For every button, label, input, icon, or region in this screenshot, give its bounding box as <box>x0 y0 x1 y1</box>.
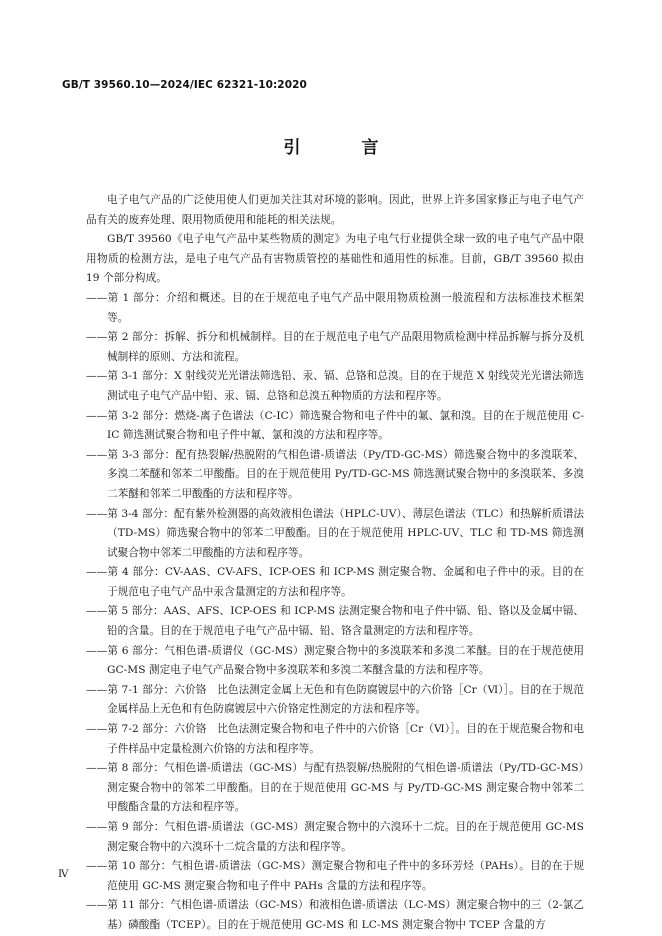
part-item-5: ——第 5 部分：AAS、AFS、ICP-OES 和 ICP-MS 法测定聚合物和电子件中镉、铅、铬以及金属中镉、铅的含量。目的在于规范电子电气产品中镉、铅、铬含量测定的方法和程序等。 <box>86 605 584 638</box>
part-item-2: ——第 2 部分：拆解、拆分和机械制样。目的在于规范电子电气产品限用物质检测中样品拆解与拆分及机械制样的原则、方法和流程。 <box>86 331 584 363</box>
page-number: Ⅳ <box>58 868 69 880</box>
body-text <box>86 191 584 936</box>
part-item-11: ——第 11 部分：气相色谱-质谱法（GC-MS）和液相色谱-质谱法（LC-MS）测定聚合物中的三（2-氯乙基）磷酸酯（TCEP）。目的在于规范使用 GC-MS 和 LC-MS 测定聚合物中 TCEP 含量的方 <box>86 899 584 931</box>
part-item-10: ——第 10 部分：气相色谱-质谱法（GC-MS）测定聚合物和电子件中的多环芳烃（PAHs）。目的在于规范使用 GC-MS 测定聚合物和电子件中 PAHs 含量的方法和程序等。 <box>86 860 584 892</box>
intro-paragraph-2: GB/T 39560《电子电气产品中某些物质的测定》为电子电气行业提供全球一致的电子电气产品中限用物质的检测方法，是电子电气产品有害物质管控的基础性和通用性的标准。目前，GB/T 39560 拟由 19 个部分构成。 <box>86 233 584 285</box>
part-item-3-2: ——第 3-2 部分：燃烧-离子色谱法（C-IC）筛选聚合物和电子件中的氟、氯和溴。目的在于规范使用 C-IC 筛选测试聚合物和电子件中氟、氯和溴的方法和程序等。 <box>86 409 584 442</box>
part-item-4: ——第 4 部分：CV-AAS、CV-AFS、ICP-OES 和 ICP-MS 测定聚合物、金属和电子件中的汞。目的在于规范电子电气产品中汞含量测定的方法和程序等。 <box>86 566 584 598</box>
part-item-3-3: ——第 3-3 部分：配有热裂解/热脱附的气相色谱-质谱法（Py/TD-GC-MS）筛选聚合物中的多溴联苯、多溴二苯醚和邻苯二甲酸酯。目的在于规范使用 Py/TD-GC-MS 筛选测试聚合物中的多溴联苯、多溴二苯醚和邻苯二甲酸酯的方法和程序等。 <box>86 448 584 500</box>
page-title: 引 言 <box>283 138 401 158</box>
part-item-7-2: ——第 7-2 部分：六价铬 比色法测定聚合物和电子件中的六价铬［Cr（Ⅵ）］。目的在于规范聚合物和电子件样品中定量检测六价铬的方法和程序等。 <box>86 723 584 755</box>
part-item-3-1: ——第 3-1 部分：X 射线荧光光谱法筛选铅、汞、镉、总铬和总溴。目的在于规范 X 射线荧光光谱法筛选测试电子电气产品中铅、汞、镉、总铬和总溴五种物质的方法和程序等。 <box>86 370 584 402</box>
part-item-7-1: ——第 7-1 部分：六价铬 比色法测定金属上无色和有色防腐镀层中的六价铬［Cr（Ⅵ）］。目的在于规范金属样品上无色和有色防腐镀层中六价铬定性测定的方法和程序等。 <box>86 683 584 716</box>
standard-number-header: GB/T 39560.10—2024/IEC 62321-10:2020 <box>62 79 307 91</box>
part-item-8: ——第 8 部分：气相色谱-质谱法（GC-MS）与配有热裂解/热脱附的气相色谱-质谱法（Py/TD-GC-MS）测定聚合物中的邻苯二甲酸酯。目的在于规范使用 GC-MS 与 Py/TD-GC-MS 测定聚合物中邻苯二甲酸酯含量的方法和程序等。 <box>86 762 584 814</box>
intro-paragraph-1: 电子电气产品的广泛使用使人们更加关注其对环境的影响。因此，世界上许多国家修正与电子电气产品有关的废弃处理、限用物质使用和能耗的相关法规。 <box>86 194 584 226</box>
part-item-6: ——第 6 部分：气相色谱-质谱仪（GC-MS）测定聚合物中的多溴联苯和多溴二苯醚。目的在于规范使用 GC-MS 测定电子电气产品聚合物中多溴联苯和多溴二苯醚含量的方法和程序等。 <box>86 644 584 677</box>
part-item-9: ——第 9 部分：气相色谱-质谱法（GC-MS）测定聚合物中的六溴环十二烷。目的在于规范使用 GC-MS 测定聚合物中的六溴环十二烷含量的方法和程序等。 <box>86 821 584 853</box>
part-item-1: ——第 1 部分：介绍和概述。目的在于规范电子电气产品中限用物质检测一般流程和方法标准技术框架等。 <box>86 291 584 324</box>
part-item-3-4: ——第 3-4 部分：配有紫外检测器的高效液相色谱法（HPLC-UV）、薄层色谱法（TLC）和热解析质谱法（TD-MS）筛选聚合物中的邻苯二甲酸酯。目的在于规范使用 HPLC-UV、TLC 和 TD-MS 筛选测试聚合物中邻苯二甲酸酯的方法和程序等。 <box>86 507 584 559</box>
